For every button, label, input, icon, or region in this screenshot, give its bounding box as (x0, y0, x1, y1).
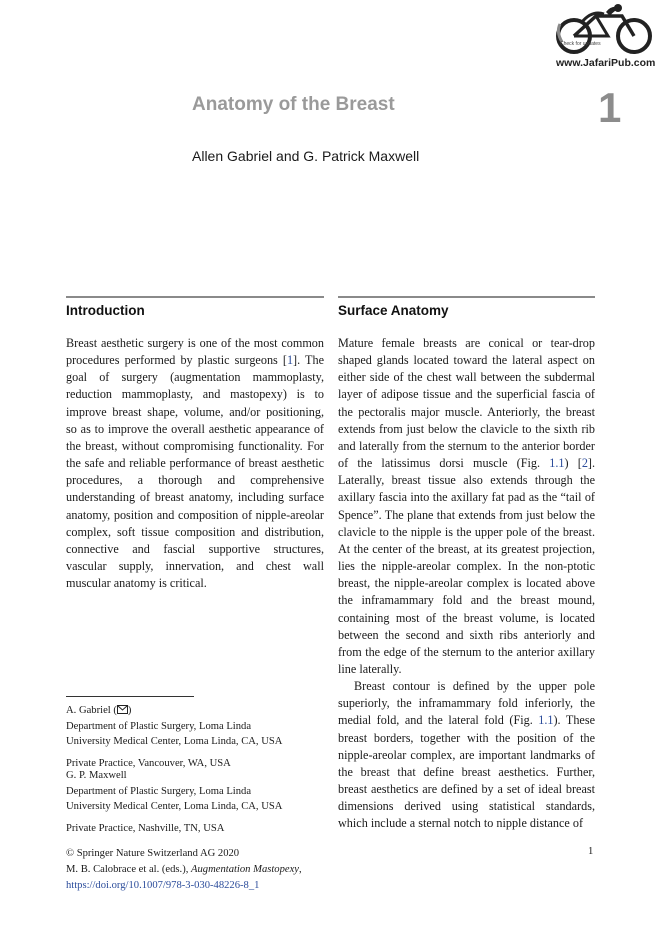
affiliation-rule (66, 696, 194, 697)
introduction-body (66, 335, 324, 592)
sa-text-2: ) [ (564, 456, 582, 471)
author-1-dept: Department of Plastic Surgery, Loma Linda (66, 720, 252, 732)
citation-suffix: , (299, 863, 302, 875)
surface-anatomy-body (338, 335, 595, 833)
author-2-dept: Department of Plastic Surgery, Loma Linda (66, 785, 252, 797)
author-2-practice: Private Practice, Nashville, TN, USA (66, 822, 225, 834)
sa-text-4: Breast contour is defined by the upper pole superiorly, the inframammary fold inferiorly, the medial fold, and the lateral fold (Fig. (338, 679, 595, 728)
doi-link[interactable]: https://doi.org/10.1007/978-3-030-48226-8_1 (66, 879, 260, 891)
affiliation-author-1 (66, 703, 326, 771)
section-rule-left (66, 296, 324, 298)
author-1-institution: University Medical Center, Loma Linda, CA, USA (66, 736, 283, 747)
intro-text-2: ]. The goal of surgery (augmentation mammoplasty, reduction mammoplasty, and mastopexy) is to improve breast shape, volume, and/or positioning, so as to improve the overall aesthetic appearance of the breast, without compromising functionality. For the safe and reliable performance of breast aesthetic procedures, a thorough and comprehensive understanding of breast anatomy, including surface anatomy, position and composition of nipple-areolar complex, soft tissue composition and distribution, connective and fascial supportive structures, vascular supply, innervation, and chest wall muscular anatomy is critical. (66, 353, 324, 591)
author-1-name-line (66, 703, 326, 719)
sa-text-1: Mature female breasts are conical or tear-drop shaped glands located toward the lateral aspect on either side of the chest wall between the subdermal layer of adipose tissue and the superficial fascia of the pectoralis major muscle. Anteriorly, the breast extends from just below the clavicle to the sixth rib and laterally from the sternum to the anterior border of the latissimus dorsi muscle (Fig. (338, 336, 595, 471)
footer-citation (66, 846, 302, 893)
envelope-icon[interactable] (117, 705, 128, 714)
affiliation-author-2 (66, 768, 326, 836)
surface-anatomy-paragraph-2 (338, 678, 595, 832)
author-2-name: G. P. Maxwell (66, 770, 127, 781)
reference-link[interactable]: 2 (581, 456, 588, 471)
surface-anatomy-heading: Surface Anatomy (338, 303, 449, 318)
figure-link[interactable]: 1.1 (538, 713, 554, 728)
chapter-number: 1 (598, 84, 622, 131)
copyright: © Springer Nature Switzerland AG 2020 (66, 848, 240, 859)
chapter-title: Anatomy of the Breast (192, 94, 395, 115)
figure-link[interactable]: 1.1 (549, 456, 565, 471)
reference-link[interactable]: 1 (286, 353, 294, 368)
sa-text-3: ]. Laterally, breast tissue also extends through the axillary fascia into the axillary fat pad as the “tail of Spence”. The plane that extends from just below the clavicle to the nipple is the upper pole of the breast. At the center of the breast, at its greatest projection, lies the nipple-areolar complex. In the non-ptotic breast, the nipple-areolar complex is located above the inframammary fold and the breast mound, containing most of the breast volume, is located between the second and sixth ribs anteriorly and from the edge of the sternum to the anterior axillary line laterally. (338, 456, 596, 676)
surface-anatomy-paragraph-1 (338, 335, 595, 678)
intro-text-1: Breast aesthetic surgery is one of the most common procedures performed by plastic surgeons [ (66, 336, 324, 368)
introduction-heading: Introduction (66, 303, 145, 318)
sa-text-5: ). These breast borders, together with the position of the nipple-areolar complex, are important landmarks of the breast that define breast aesthetics. Further, breast aesthetics are defined by a set of ideal breast dimensions derived using statistical standards, which include a sternal notch to nipple distance of (338, 713, 595, 831)
publisher-url: www.JafariPub.com (556, 57, 656, 69)
author-1-practice: Private Practice, Vancouver, WA, USA (66, 757, 231, 769)
citation-line (66, 862, 302, 878)
publisher-logo (552, 2, 658, 70)
author-1-name: A. Gabriel ( (66, 705, 117, 716)
author-2-institution: University Medical Center, Loma Linda, CA, USA (66, 801, 283, 812)
book-title: Augmentation Mastopexy (191, 863, 300, 875)
check-for-updates-label: Check for updates (560, 41, 601, 47)
page-number: 1 (588, 846, 594, 857)
chapter-authors: Allen Gabriel and G. Patrick Maxwell (192, 148, 420, 164)
citation-prefix: M. B. Calobrace et al. (eds.), (66, 863, 192, 875)
bicycle-logo-icon (552, 2, 658, 58)
introduction-paragraph (66, 335, 324, 592)
section-rule-right (338, 296, 595, 298)
author-1-name-close: ) (127, 705, 132, 716)
